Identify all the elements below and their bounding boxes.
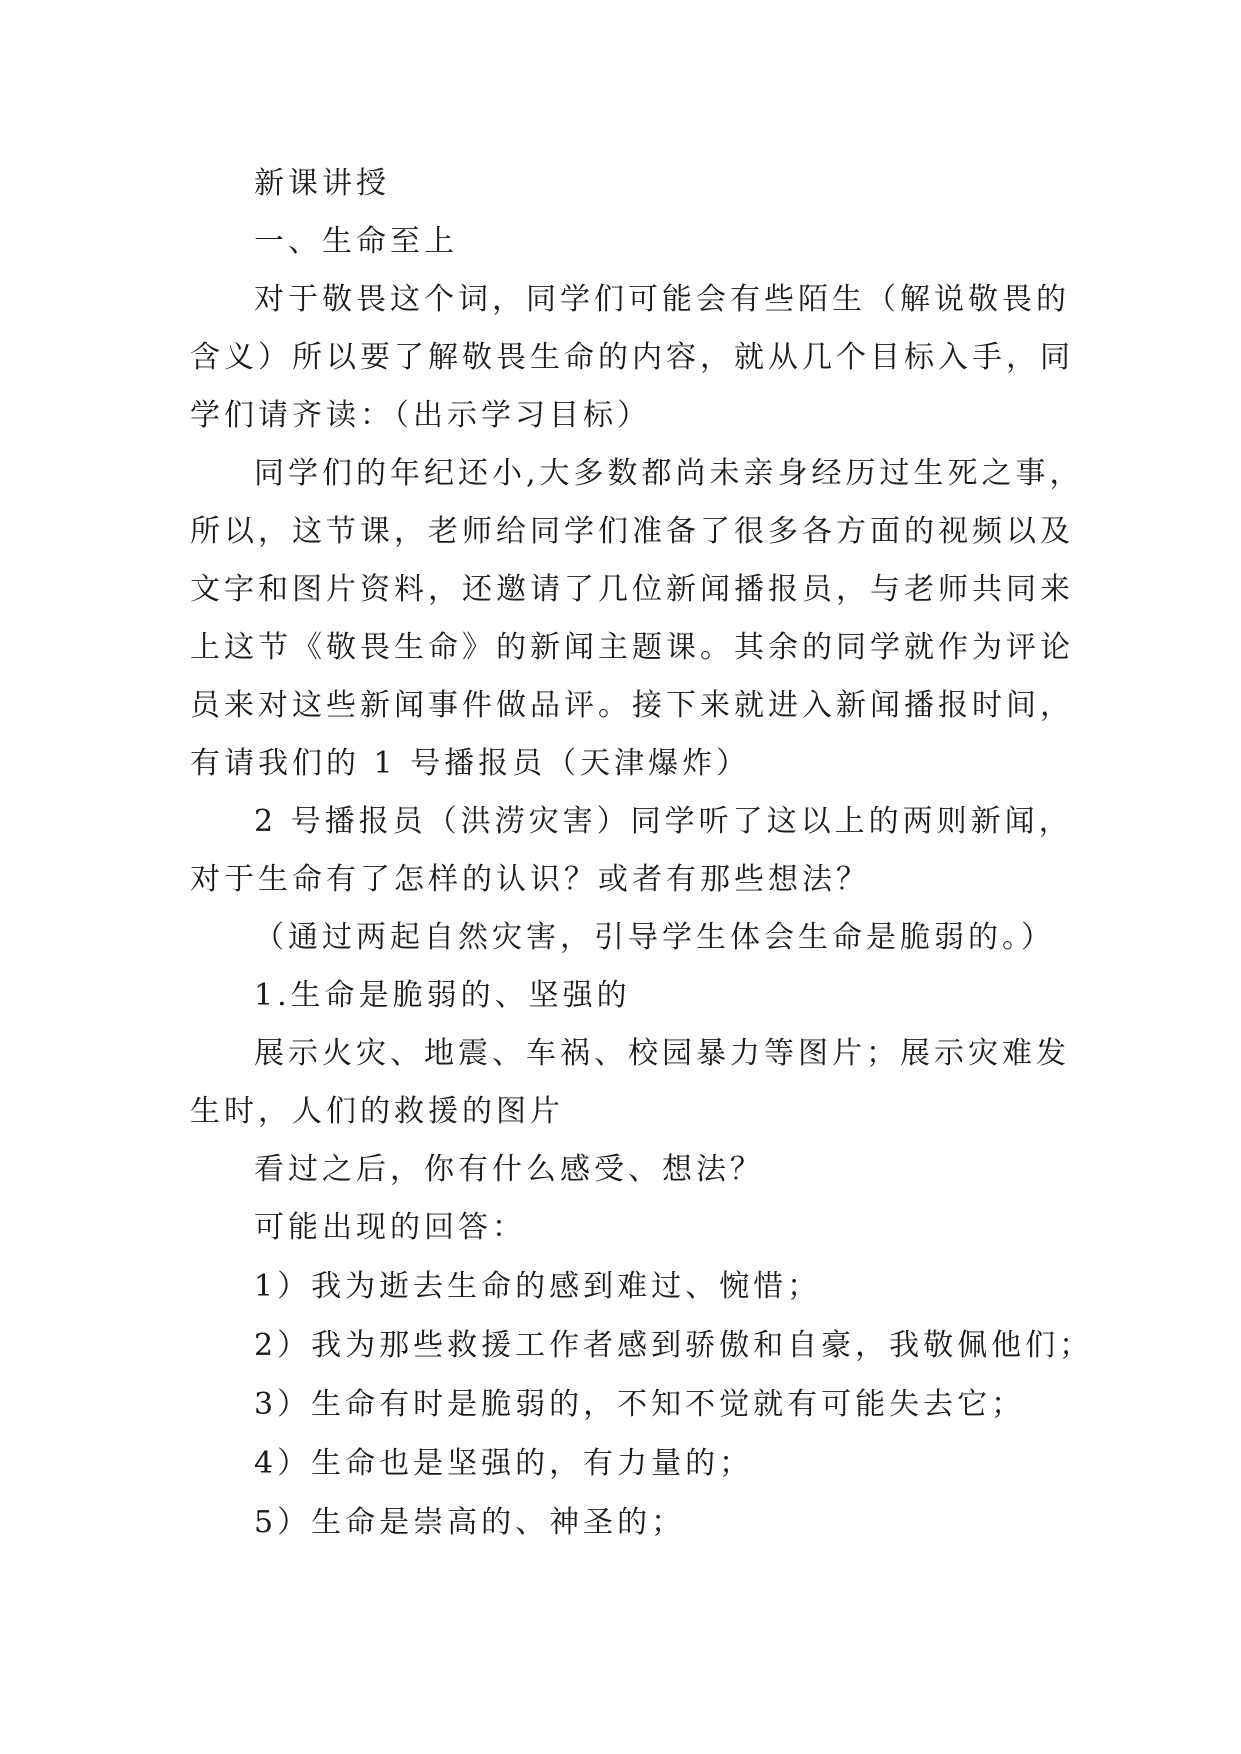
paragraph-line: 对于敬畏这个词，同学们可能会有些陌生（解说敬畏的 [254,282,1070,317]
paragraph-line: 文字和图片资料，还邀请了几位新闻播报员，与老师共同来 [190,572,1074,607]
list-item: 3）生命有时是脆弱的，不知不觉就有可能失去它； [254,1387,1026,1422]
paragraph-line: 所以，这节课，老师给同学们准备了很多各方面的视频以及 [190,514,1074,549]
document-body [190,155,1094,1552]
list-item: 1）我为逝去生命的感到难过、惋惜； [254,1269,822,1304]
answer-list [190,1257,1094,1552]
paragraph-line: 可能出现的回答： [254,1210,526,1245]
paragraph-line: 有请我们的 1 号播报员（天津爆炸） [190,746,751,781]
paragraph-line: 学们请齐读：（出示学习目标） [190,398,651,433]
paragraph-line: 上这节《敬畏生命》的新闻主题课。其余的同学就作为评论 [190,630,1074,665]
paragraph-line: 生时，人们的救援的图片 [190,1094,564,1129]
list-item: 5）生命是崇高的、神圣的； [254,1505,686,1540]
subsection-heading: 一、生命至上 [254,224,458,259]
paragraph-line: 看过之后，你有什么感受、想法？ [254,1152,764,1187]
paragraph-line: 员来对这些新闻事件做品评。接下来就进入新闻播报时间， [190,688,1074,723]
section-heading: 新课讲授 [254,166,390,201]
paragraph-line: 对于生命有了怎样的认识？或者有那些想法？ [190,862,870,897]
list-item: 4）生命也是坚强的，有力量的； [254,1446,754,1481]
paragraph-line: 展示火灾、地震、车祸、校园暴力等图片；展示灾难发 [254,1036,1070,1071]
paragraph-line: 2 号播报员（洪涝灾害）同学听了这以上的两则新闻， [254,804,1073,839]
paragraph-line: （通过两起自然灾害，引导学生体会生命是脆弱的。） [254,920,1055,955]
numbered-heading: 1.生命是脆弱的、坚强的 [254,978,631,1013]
paragraph-line: 同学们的年纪还小,大多数都尚未亲身经历过生死之事， [254,456,1084,491]
list-item: 2）我为那些救援工作者感到骄傲和自豪，我敬佩他们； [254,1328,1094,1363]
paragraph-line: 含义）所以要了解敬畏生命的内容，就从几个目标入手，同 [190,340,1074,375]
